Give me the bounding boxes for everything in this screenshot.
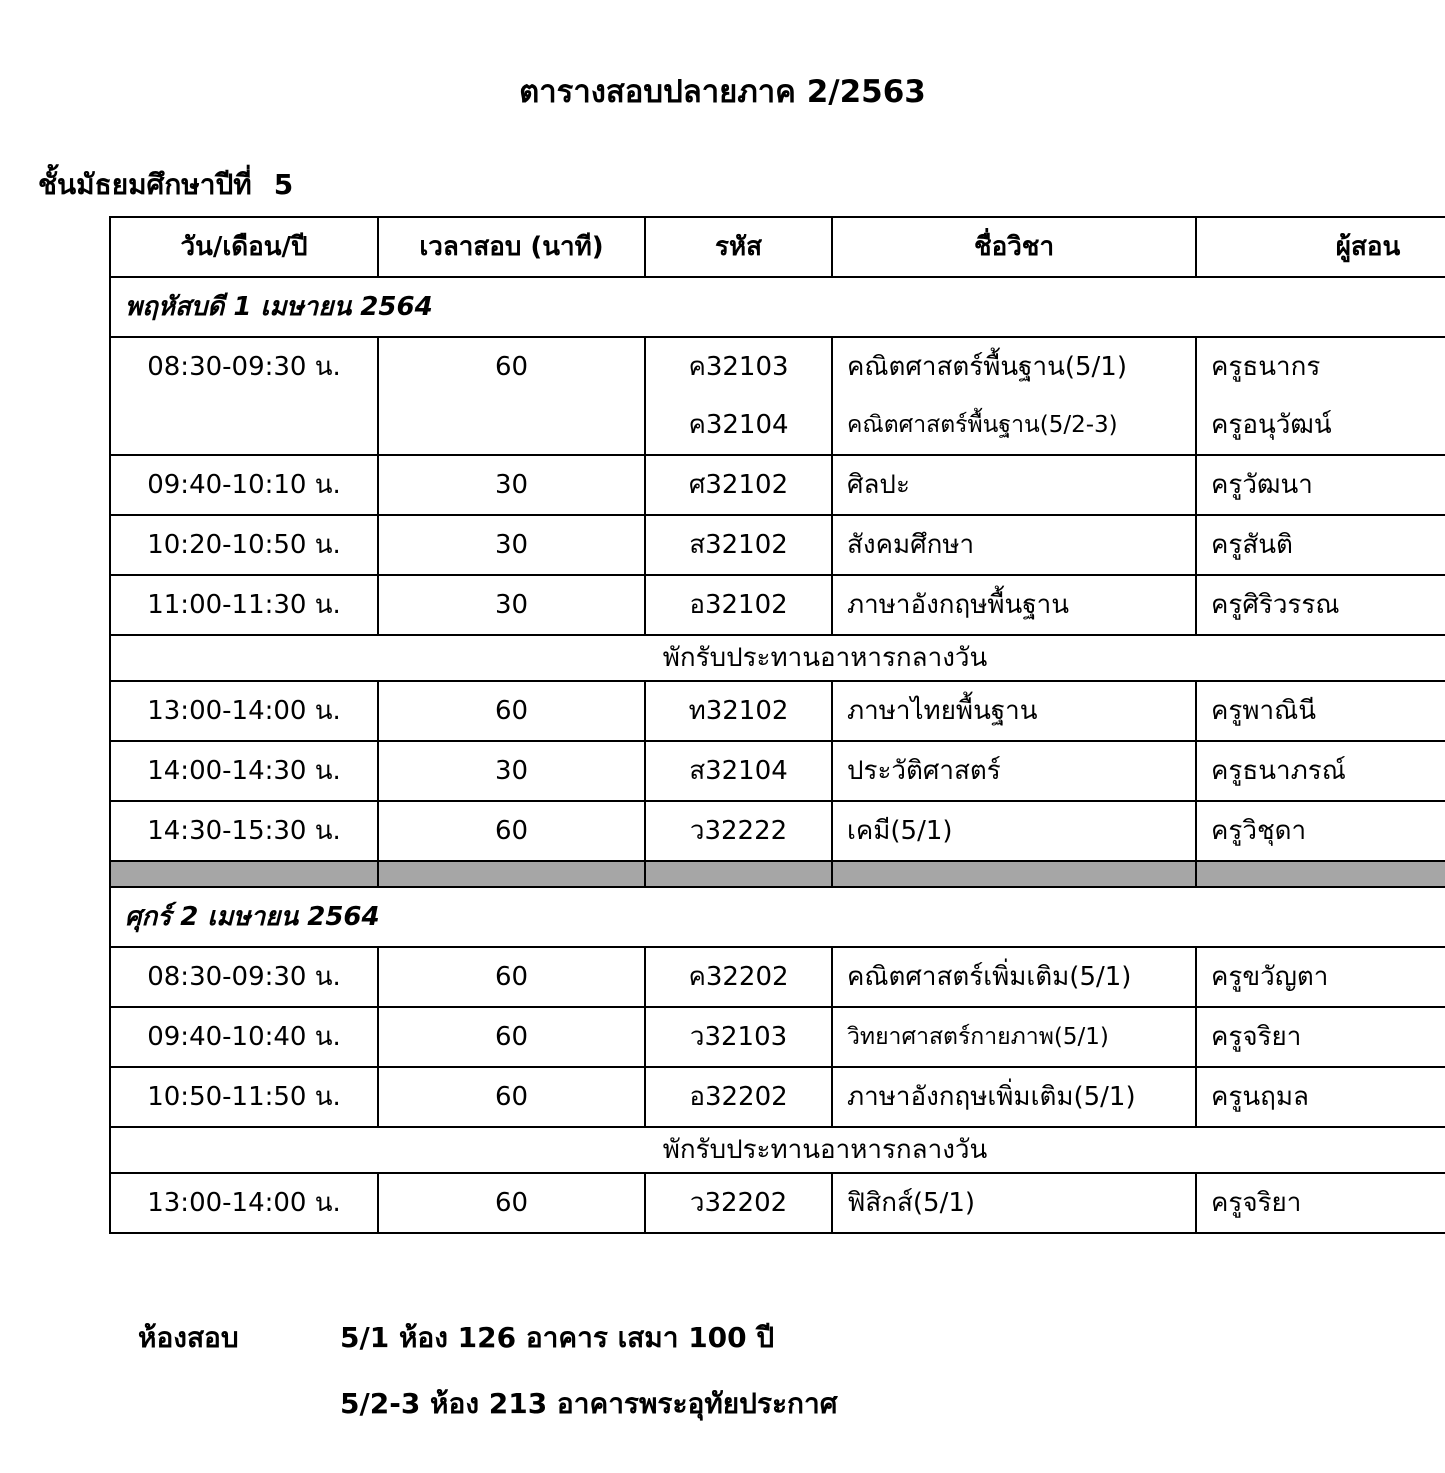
minutes-cell: 60 (378, 947, 645, 1007)
separator-cell (832, 861, 1196, 887)
grade-level-label: ชั้นมัธยมศึกษาปีที่ (38, 168, 252, 201)
teacher-cell (1196, 337, 1445, 455)
grade-level-value: 5 (273, 168, 294, 201)
teacher-cell: ครูนฤมล (1196, 1067, 1445, 1127)
code-cell: ศ32102 (645, 455, 832, 515)
time-cell: 14:00-14:30 น. (110, 741, 378, 801)
subject-cell: ภาษาไทยพื้นฐาน (832, 681, 1196, 741)
subject-cell: เคมี(5/1) (832, 801, 1196, 861)
teacher-cell: ครูจริยา (1196, 1007, 1445, 1067)
lunch-label: พักรับประทานอาหารกลางวัน (110, 1127, 1445, 1173)
exam-room-line: 5/2-3 ห้อง 213 อาคารพระอุทัยประกาศ (340, 1387, 838, 1420)
teacher-cell: ครูจริยา (1196, 1173, 1445, 1233)
separator-cell (378, 861, 645, 887)
code-cell: อ32102 (645, 575, 832, 635)
subject-cell (832, 337, 1196, 455)
time-cell: 09:40-10:10 น. (110, 455, 378, 515)
header-code: รหัส (645, 217, 832, 277)
code-line: ค32104 (688, 410, 789, 440)
subject-cell: ภาษาอังกฤษพื้นฐาน (832, 575, 1196, 635)
time-cell: 14:30-15:30 น. (110, 801, 378, 861)
table-header-row (110, 217, 1445, 277)
grade-level (38, 163, 293, 207)
code-cell: ค32202 (645, 947, 832, 1007)
header-minutes: เวลาสอบ (นาที) (378, 217, 645, 277)
separator-cell (1196, 861, 1445, 887)
header-subject: ชื่อวิชา (832, 217, 1196, 277)
code-cell: ส32102 (645, 515, 832, 575)
time-cell: 09:40-10:40 น. (110, 1007, 378, 1067)
time-cell: 10:50-11:50 น. (110, 1067, 378, 1127)
teacher-cell: ครูขวัญตา (1196, 947, 1445, 1007)
teacher-cell: ครูวัฒนา (1196, 455, 1445, 515)
time-cell: 11:00-11:30 น. (110, 575, 378, 635)
code-line: ค32103 (688, 352, 789, 382)
separator-cell (110, 861, 378, 887)
table-row (110, 1173, 1445, 1233)
code-cell: ท32102 (645, 681, 832, 741)
table-row (110, 947, 1445, 1007)
teacher-cell: ครูวิชุดา (1196, 801, 1445, 861)
time-cell: 08:30-09:30 น. (110, 337, 378, 455)
teacher-line: ครูอนุวัฒน์ (1211, 410, 1332, 440)
separator-cell (645, 861, 832, 887)
minutes-cell: 30 (378, 741, 645, 801)
code-cell: ส32104 (645, 741, 832, 801)
subject-cell: ฟิสิกส์(5/1) (832, 1173, 1196, 1233)
minutes-cell: 60 (378, 1173, 645, 1233)
teacher-line: ครูธนากร (1211, 352, 1321, 382)
lunch-row (110, 1127, 1445, 1173)
teacher-cell: ครูสันติ (1196, 515, 1445, 575)
minutes-cell: 60 (378, 681, 645, 741)
code-cell: ว32202 (645, 1173, 832, 1233)
teacher-cell: ครูธนาภรณ์ (1196, 741, 1445, 801)
exam-schedule-table (109, 216, 1445, 1234)
time-cell: 10:20-10:50 น. (110, 515, 378, 575)
exam-rooms-label: ห้องสอบ (138, 1321, 239, 1354)
time-cell: 13:00-14:00 น. (110, 1173, 378, 1233)
table-row (110, 337, 1445, 455)
table-row (110, 575, 1445, 635)
header-date: วัน/เดือน/ปี (110, 217, 378, 277)
minutes-cell: 60 (378, 801, 645, 861)
code-cell: อ32202 (645, 1067, 832, 1127)
minutes-cell: 30 (378, 515, 645, 575)
table-row (110, 455, 1445, 515)
table-row (110, 515, 1445, 575)
code-cell: ว32222 (645, 801, 832, 861)
code-cell (645, 337, 832, 455)
day-label: พฤหัสบดี 1 เมษายน 2564 (110, 277, 1445, 337)
subject-cell: คณิตศาสตร์เพิ่มเติม(5/1) (832, 947, 1196, 1007)
time-cell: 13:00-14:00 น. (110, 681, 378, 741)
minutes-cell: 60 (378, 337, 645, 455)
minutes-cell: 30 (378, 575, 645, 635)
minutes-cell: 30 (378, 455, 645, 515)
table-row (110, 1007, 1445, 1067)
day-row-1 (110, 277, 1445, 337)
table-row (110, 1067, 1445, 1127)
subject-cell: ภาษาอังกฤษเพิ่มเติม(5/1) (832, 1067, 1196, 1127)
minutes-cell: 60 (378, 1007, 645, 1067)
subject-cell: วิทยาศาสตร์กายภาพ(5/1) (832, 1007, 1196, 1067)
subject-cell: ศิลปะ (832, 455, 1196, 515)
table-row (110, 801, 1445, 861)
table-row (110, 741, 1445, 801)
exam-room-line: 5/1 ห้อง 126 อาคาร เสมา 100 ปี (340, 1321, 775, 1354)
teacher-cell: ครูพาณินี (1196, 681, 1445, 741)
teacher-cell: ครูศิริวรรณ (1196, 575, 1445, 635)
day-label: ศุกร์ 2 เมษายน 2564 (110, 887, 1445, 947)
minutes-cell: 60 (378, 1067, 645, 1127)
separator-row (110, 861, 1445, 887)
subject-line: คณิตศาสตร์พื้นฐาน(5/1) (847, 352, 1127, 382)
header-teacher: ผู้สอน (1196, 217, 1445, 277)
code-cell: ว32103 (645, 1007, 832, 1067)
page-title: ตารางสอบปลายภาค 2/2563 (519, 74, 926, 110)
subject-cell: ประวัติศาสตร์ (832, 741, 1196, 801)
lunch-label: พักรับประทานอาหารกลางวัน (110, 635, 1445, 681)
table-row (110, 681, 1445, 741)
day-row-2 (110, 887, 1445, 947)
subject-line: คณิตศาสตร์พื้นฐาน(5/2-3) (847, 412, 1118, 438)
subject-cell: สังคมศึกษา (832, 515, 1196, 575)
lunch-row (110, 635, 1445, 681)
time-cell: 08:30-09:30 น. (110, 947, 378, 1007)
